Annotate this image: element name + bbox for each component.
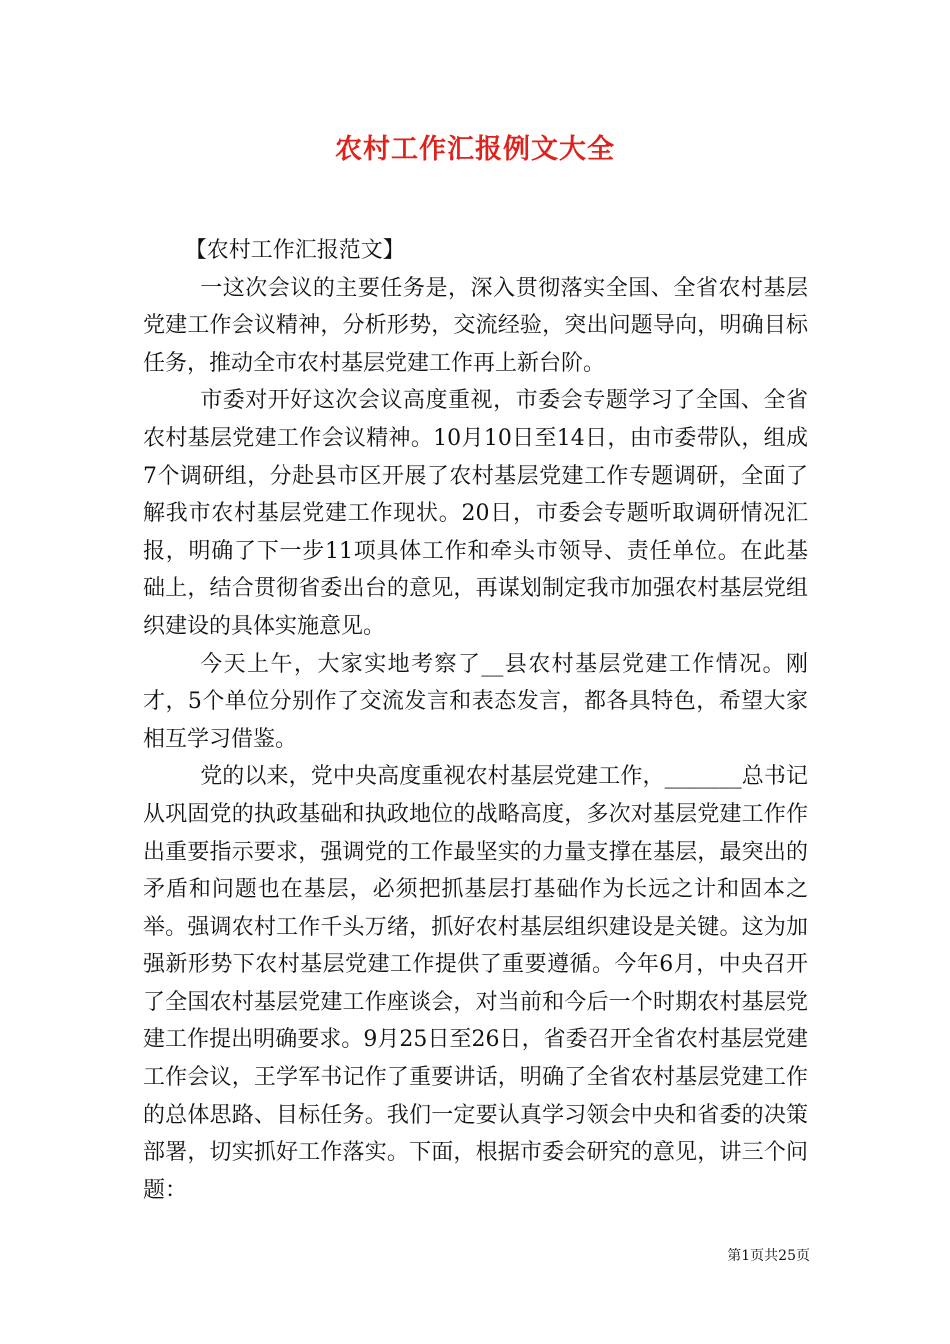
document-body [143, 232, 808, 1209]
page-number-footer: 第1页共25页 [727, 1248, 810, 1264]
paragraph-1: 一这次会议的主要任务是，深入贯彻落实全国、全省农村基层党建工作会议精神，分析形势，交流经验，突出问题导向，明确目标任务，推动全市农村基层党建工作再上新台阶。 [143, 275, 808, 376]
paragraph-4: 党的以来，党中央高度重视农村基层党建工作，_______总书记从巩固党的执政基础和执政地位的战略高度，多次对基层党建工作作出重要指示要求，强调党的工作最坚实的力量支撑在基层，最突出的矛盾和问题也在基层，必须把抓基层打基础作为长远之计和固本之举。强调农村工作千头万绪，抓好农村基层组织建设是关键。这为加强新形势下农村基层党建工作提供了重要遵循。今年6月，中央召开了全国农村基层党建工作座谈会，对当前和今后一个时期农村基层党建工作提出明确要求。9月25日至26日，省委召开全省农村基层党建工作会议，王学军书记作了重要讲话，明确了全省农村基层党建工作的总体思路、目标任务。我们一定要认真学习领会中央和省委的决策部署，切实抓好工作落实。下面，根据市委会研究的意见，讲三个问题： [143, 764, 808, 1203]
paragraph-2: 市委对开好这次会议高度重视，市委会专题学习了全国、全省农村基层党建工作会议精神。10月10日至14日，由市委带队，组成7个调研组，分赴县市区开展了农村基层党建工作专题调研，全面了解我市农村基层党建工作现状。20日，市委会专题听取调研情况汇报，明确了下一步11项具体工作和牵头市领导、责任单位。在此基础上，结合贯彻省委出台的意见，再谋划制定我市加强农村基层党组织建设的具体实施意见。 [143, 388, 808, 639]
document-title: 农村工作汇报例文大全 [335, 134, 615, 165]
paragraph-3: 今天上午，大家实地考察了__县农村基层党建工作情况。刚才，5个单位分别作了交流发言和表态发言，都各具特色，希望大家相互学习借鉴。 [143, 651, 808, 752]
section-heading: 【农村工作汇报范文】 [184, 238, 405, 263]
